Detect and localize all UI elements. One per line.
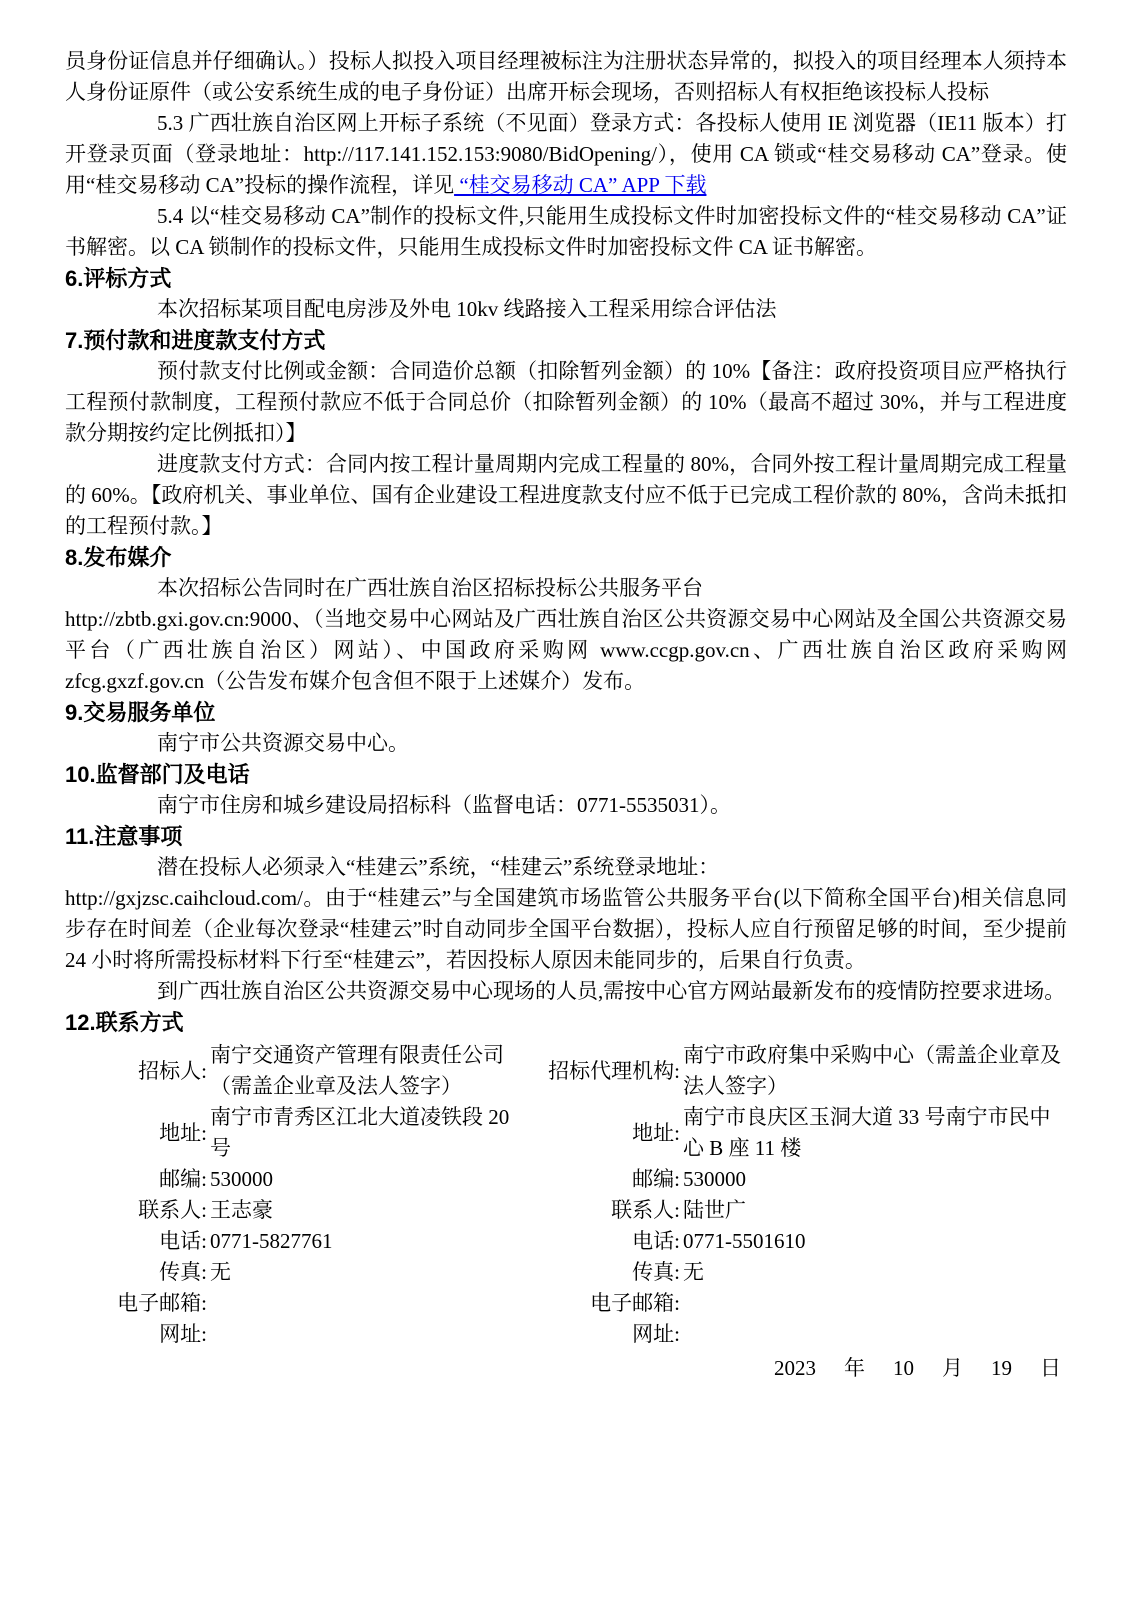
tenderer-label: 招标人:	[138, 1058, 207, 1083]
contact-row-phone	[65, 1226, 1067, 1257]
tenderer-postcode-label: 邮编:	[159, 1167, 207, 1191]
document-date	[65, 1353, 1067, 1384]
date-month-label: 月	[942, 1356, 963, 1380]
contact-row-tenderer	[65, 1040, 1067, 1102]
clause-5-3-paragraph	[65, 108, 1067, 201]
section-9-heading: 9.交易服务单位	[65, 700, 216, 725]
tenderer-address-label: 地址:	[159, 1120, 207, 1145]
section-6-paragraph: 本次招标某项目配电房涉及外电 10kv 线路接入工程采用综合评估法	[157, 297, 777, 321]
tenderer-person-label: 联系人:	[138, 1198, 207, 1222]
clause-5-3-text: 5.3 广西壮族自治区网上开标子系统（不见面）登录方式：各投标人使用 IE 浏览器（IE11 版本）打开登录页面（登录地址：http://117.141.152.153:9080/BidOpening/），使用 CA 锁或“桂交易移动 CA”登录。使用“桂交易移动 CA”投标的操作流程，详见	[65, 111, 1067, 197]
tenderer-email-label: 电子邮箱:	[117, 1291, 207, 1315]
agency-email-label: 电子邮箱:	[590, 1291, 680, 1315]
contact-row-person	[65, 1195, 1067, 1226]
section-10-paragraph: 南宁市住房和城乡建设局招标科（监督电话：0771-5535031）。	[157, 793, 731, 817]
section-7-paragraph-2: 进度款支付方式：合同内按工程计量周期内完成工程量的 80%，合同外按工程计量周期完成工程量的 60%。【政府机关、事业单位、国有企业建设工程进度款支付应不低于已完成工程价款的 80%，含尚未抵扣的工程预付款。】	[65, 452, 1067, 538]
clause-5-4-paragraph: 5.4 以“桂交易移动 CA”制作的投标文件,只能用生成投标文件时加密投标文件的“桂交易移动 CA”证书解密。以 CA 锁制作的投标文件，只能用生成投标文件时加密投标文件 CA 证书解密。	[65, 204, 1067, 259]
contact-row-website	[65, 1319, 1067, 1350]
agency-postcode-value: 530000	[683, 1167, 746, 1191]
section-12-heading: 12.联系方式	[65, 1010, 184, 1035]
contact-row-postcode	[65, 1164, 1067, 1195]
contact-row-fax	[65, 1257, 1067, 1288]
agency-phone-label: 电话:	[632, 1229, 680, 1253]
section-8-paragraph-2: http://zbtb.gxi.gov.cn:9000、（当地交易中心网站及广西壮族自治区公共资源交易中心网站及全国公共资源交易平台（广西壮族自治区）网站）、中国政府采购网 www.ccgp.gov.cn、广西壮族自治区政府采购网 zfcg.gxzf.gov.cn（公告发布媒介包含但不限于上述媒介）发布。	[65, 607, 1067, 693]
agency-postcode-label: 邮编:	[632, 1167, 680, 1191]
section-6-heading: 6.评标方式	[65, 266, 172, 291]
tenderer-value: 南宁交通资产管理有限责任公司（需盖企业章及法人签字）	[210, 1043, 504, 1098]
date-year-label: 年	[844, 1356, 865, 1380]
section-10-heading: 10.监督部门及电话	[65, 762, 250, 787]
agency-phone-value: 0771-5501610	[683, 1229, 806, 1253]
date-month: 10	[893, 1356, 914, 1380]
section-11-paragraph-2: http://gxjzsc.caihcloud.com/。由于“桂建云”与全国建筑市场监管公共服务平台(以下简称全国平台)相关信息同步存在时间差（企业每次登录“桂建云”时自动同步全国平台数据），投标人应自行预留足够的时间，至少提前 24 小时将所需投标材料下行至“桂建云”，若因投标人原因未能同步的，后果自行负责。	[65, 886, 1067, 972]
section-8-heading: 8.发布媒介	[65, 545, 172, 570]
intro-continuation-paragraph: 员身份证信息并仔细确认。）投标人拟投入项目经理被标注为注册状态异常的，拟投入的项目经理本人须持本人身份证原件（或公安系统生成的电子身份证）出席开标会现场，否则招标人有权拒绝该投标人投标	[65, 49, 1067, 104]
contact-row-email	[65, 1288, 1067, 1319]
tenderer-person-value: 王志豪	[210, 1198, 273, 1222]
section-9-paragraph: 南宁市公共资源交易中心。	[157, 731, 409, 755]
tenderer-phone-label: 电话:	[159, 1229, 207, 1253]
section-7-heading: 7.预付款和进度款支付方式	[65, 328, 326, 353]
tenderer-fax-label: 传真:	[159, 1260, 207, 1284]
agency-person-label: 联系人:	[611, 1198, 680, 1222]
agency-person-value: 陆世广	[683, 1198, 746, 1222]
agency-label: 招标代理机构:	[548, 1058, 680, 1083]
app-download-link[interactable]: “桂交易移动 CA” APP 下载	[454, 173, 707, 197]
tenderer-address-value: 南宁市青秀区江北大道凌铁段 20 号	[210, 1105, 510, 1160]
section-7-paragraph-1: 预付款支付比例或金额：合同造价总额（扣除暂列金额）的 10%【备注：政府投资项目应严格执行工程预付款制度，工程预付款应不低于合同总价（扣除暂列金额）的 10%（最高不超过 30%，并与工程进度款分期按约定比例抵扣）】	[65, 359, 1067, 445]
date-day: 19	[991, 1356, 1012, 1380]
contact-row-address	[65, 1102, 1067, 1164]
date-day-label: 日	[1040, 1356, 1061, 1380]
agency-address-label: 地址:	[632, 1120, 680, 1145]
agency-website-label: 网址:	[632, 1322, 680, 1346]
section-11-heading: 11.注意事项	[65, 824, 183, 849]
tenderer-fax-value: 无	[210, 1260, 231, 1284]
section-11-paragraph-1: 潜在投标人必须录入“桂建云”系统，“桂建云”系统登录地址：	[157, 855, 720, 879]
agency-fax-label: 传真:	[632, 1260, 680, 1284]
date-year: 2023	[774, 1356, 816, 1380]
agency-value: 南宁市政府集中采购中心（需盖企业章及法人签字）	[683, 1043, 1061, 1098]
tenderer-postcode-value: 530000	[210, 1167, 273, 1191]
tenderer-phone-value: 0771-5827761	[210, 1229, 333, 1253]
section-8-paragraph-1: 本次招标公告同时在广西壮族自治区招标投标公共服务平台	[157, 576, 703, 600]
section-11-paragraph-3: 到广西壮族自治区公共资源交易中心现场的人员,需按中心官方网站最新发布的疫情防控要求进场。	[157, 979, 1066, 1003]
tenderer-website-label: 网址:	[159, 1322, 207, 1346]
agency-fax-value: 无	[683, 1260, 704, 1284]
agency-address-value: 南宁市良庆区玉洞大道 33 号南宁市民中心 B 座 11 楼	[683, 1105, 1051, 1160]
contact-section	[65, 1040, 1067, 1350]
